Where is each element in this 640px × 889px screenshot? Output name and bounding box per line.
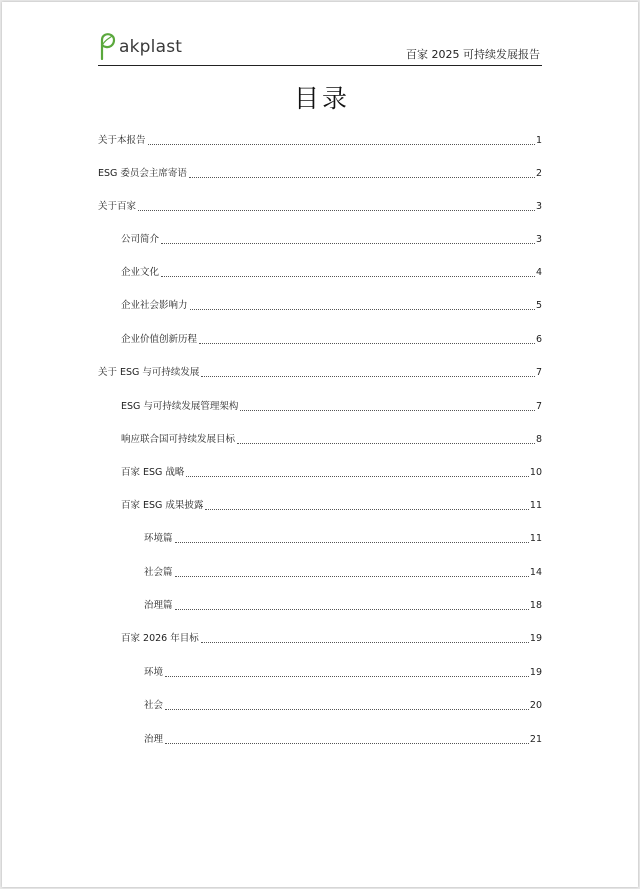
toc-dot-leader: [175, 609, 529, 610]
toc-dot-leader: [161, 276, 535, 277]
toc-dot-leader: [237, 443, 535, 444]
toc-dot-leader: [205, 509, 528, 510]
toc-entry[interactable]: [98, 731, 542, 747]
toc-entry-page-number: 1: [535, 135, 542, 146]
toc-dot-leader: [165, 676, 529, 677]
toc-dot-leader: [201, 376, 535, 377]
toc-entry-page-number: 11: [529, 500, 542, 511]
toc-entry[interactable]: [98, 630, 542, 646]
toc-dot-leader: [201, 642, 529, 643]
toc-entry-page-number: 8: [535, 434, 542, 445]
report-header-title: 百家 2025 可持续发展报告: [406, 48, 540, 61]
toc-entry-label: 社会: [144, 700, 164, 711]
toc-entry[interactable]: [98, 165, 542, 181]
toc-entry-label: 百家 ESG 战略: [121, 467, 185, 478]
toc-entry-page-number: 7: [535, 367, 542, 378]
toc-entry-page-number: 19: [529, 667, 542, 678]
toc-entry[interactable]: [98, 664, 542, 680]
toc-entry-label: 关于百家: [98, 201, 137, 212]
toc-dot-leader: [165, 743, 529, 744]
document-page: [2, 2, 638, 887]
toc-entry-label: 治理篇: [144, 600, 173, 611]
toc-entry-label: 百家 2026 年目标: [121, 633, 199, 644]
toc-entry-label: ESG 与可持续发展管理架构: [121, 401, 239, 412]
toc-entry-label: 关于 ESG 与可持续发展: [98, 367, 200, 378]
toc-entry[interactable]: [98, 198, 542, 214]
toc-entry-label: 百家 ESG 成果披露: [121, 500, 204, 511]
toc-entry[interactable]: [98, 697, 542, 713]
header-divider: [98, 65, 542, 66]
toc-entry-label: 企业社会影响力: [121, 300, 188, 311]
toc-entry-page-number: 5: [535, 300, 542, 311]
toc-dot-leader: [189, 177, 535, 178]
toc-entry[interactable]: [98, 264, 542, 280]
toc-dot-leader: [138, 210, 535, 211]
toc-entry[interactable]: [98, 398, 542, 414]
toc-entry[interactable]: [98, 431, 542, 447]
toc-entry-page-number: 18: [529, 600, 542, 611]
toc-entry-label: 关于本报告: [98, 135, 146, 146]
toc-entry[interactable]: [98, 530, 542, 546]
toc-entry[interactable]: [98, 497, 542, 513]
toc-entry-label: 社会篇: [144, 567, 173, 578]
toc-entry-label: 环境: [144, 667, 164, 678]
toc-entry-page-number: 3: [535, 234, 542, 245]
toc-dot-leader: [240, 410, 535, 411]
toc-entry-label: 响应联合国可持续发展目标: [121, 434, 236, 445]
toc-dot-leader: [165, 709, 529, 710]
toc-entry[interactable]: [98, 132, 542, 148]
toc-entry-label: 环境篇: [144, 533, 173, 544]
toc-entry[interactable]: [98, 564, 542, 580]
leaf-p-logo-icon: [98, 32, 118, 60]
toc-entry-page-number: 10: [529, 467, 542, 478]
toc-dot-leader: [175, 576, 529, 577]
toc-entry-page-number: 11: [529, 533, 542, 544]
toc-dot-leader: [161, 243, 535, 244]
toc-entry-page-number: 21: [529, 734, 542, 745]
toc-entry-label: 治理: [144, 734, 164, 745]
toc-entry-label: 企业价值创新历程: [121, 334, 198, 345]
toc-entry[interactable]: [98, 597, 542, 613]
toc-entry[interactable]: [98, 231, 542, 247]
toc-entry-label: 公司简介: [121, 234, 160, 245]
toc-entry[interactable]: [98, 331, 542, 347]
toc-entry-page-number: 7: [535, 401, 542, 412]
toc-entry-label: 企业文化: [121, 267, 160, 278]
toc-dot-leader: [186, 476, 528, 477]
toc-dot-leader: [175, 542, 529, 543]
toc-entry-page-number: 14: [529, 567, 542, 578]
toc-entry-page-number: 3: [535, 201, 542, 212]
toc-entry-label: ESG 委员会主席寄语: [98, 168, 187, 179]
pakplast-logo: [98, 30, 182, 60]
toc-entry-page-number: 4: [535, 267, 542, 278]
toc-entry-page-number: 6: [535, 334, 542, 345]
toc-dot-leader: [199, 343, 535, 344]
toc-dot-leader: [190, 309, 535, 310]
toc-entry[interactable]: [98, 364, 542, 380]
toc-title: 目录: [293, 84, 350, 113]
toc-entry-page-number: 20: [529, 700, 542, 711]
toc-entry-page-number: 2: [535, 168, 542, 179]
toc-dot-leader: [148, 144, 535, 145]
toc-entry[interactable]: [98, 464, 542, 480]
logo-wordmark: akplast: [119, 37, 183, 57]
toc-entry[interactable]: [98, 297, 542, 313]
toc-entry-page-number: 19: [529, 633, 542, 644]
